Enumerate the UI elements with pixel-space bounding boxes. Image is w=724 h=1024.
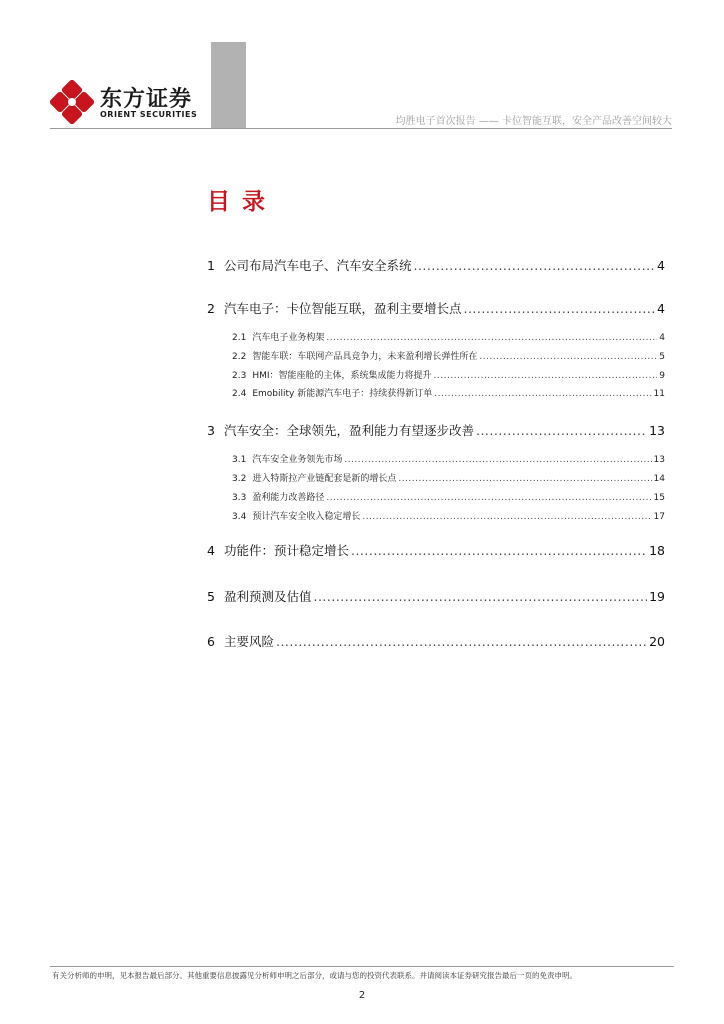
header-divider [50,128,672,129]
orient-logo-icon [50,80,94,124]
toc-leader-dots [326,493,651,503]
footer-disclaimer: 有关分析师的申明，见本报告最后部分。其他重要信息披露见分析师申明之后部分，或请与您的投资代表联系。并请阅读本证券研究报告最后一页的免责申明。 [52,971,577,980]
toc-entry-number: 2.1 [232,333,247,343]
toc-entry-5[interactable] [207,587,665,605]
toc-entry-page: 4 [657,258,665,273]
toc-entry-text: 盈利能力改善路径 [252,493,325,503]
toc-entry-page: 19 [649,589,665,604]
toc-leader-dots [413,258,655,273]
logo-chinese-name: 东方证券 [100,87,193,112]
toc-entry-page: 20 [649,634,665,649]
toc-leader-dots [362,512,651,522]
toc-entry-text: Emobility 新能源汽车电子：持续获得新订单 [252,389,433,399]
toc-entry-2-4[interactable] [207,386,665,399]
toc-leader-dots [463,301,655,316]
toc-leader-dots [476,423,647,438]
toc-entry-1[interactable] [207,256,665,274]
toc-entry-text: 汽车电子：卡位智能互联，盈利主要增长点 [223,301,462,316]
toc-entry-text: 盈利预测及估值 [223,589,312,604]
toc-entry-3-4[interactable] [207,509,665,522]
toc-entry-text: 进入特斯拉产业链配套是新的增长点 [252,474,397,484]
toc-entry-page: 4 [657,301,665,316]
toc-entry-number: 2.2 [232,352,247,362]
toc-entry-text: 功能件：预计稳定增长 [223,543,349,558]
footer-divider [50,966,674,967]
toc-entry-text: 主要风险 [223,634,274,649]
toc-leader-dots [434,371,658,381]
toc-entry-page: 4 [659,333,665,343]
toc-entry-2-2[interactable] [207,349,665,362]
toc-leader-dots [313,589,647,604]
toc-leader-dots [276,634,647,649]
toc-entry-text: 汽车安全：全球领先，盈利能力有望逐步改善 [223,423,474,438]
toc-leader-dots [479,352,657,362]
toc-entry-page: 18 [649,543,665,558]
header-accent-bar [211,42,246,128]
toc-entry-2-1[interactable] [207,330,665,343]
toc-entry-text: 预计汽车安全收入稳定增长 [252,512,361,522]
toc-entry-2-3[interactable] [207,368,665,381]
toc-entry-3-3[interactable] [207,490,665,503]
toc-leader-dots [326,333,657,343]
toc-leader-dots [344,455,651,465]
toc-entry-2[interactable] [207,299,665,317]
toc-entry-text: 公司布局汽车电子、汽车安全系统 [223,258,412,273]
toc-entry-3[interactable] [207,421,665,439]
toc-entry-page: 13 [649,423,665,438]
toc-entry-page: 13 [653,455,665,465]
toc-entry-3-2[interactable] [207,471,665,484]
toc-entry-page: 5 [659,352,665,362]
report-title: 均胜电子首次报告 —— 卡位智能互联，安全产品改善空间较大 [395,116,672,127]
toc-leader-dots [398,474,651,484]
toc-entry-text: 智能车联：车联网产品具竞争力，未来盈利增长弹性所在 [252,352,478,362]
toc-entry-page: 15 [653,493,665,503]
toc-entry-number: 5 [207,589,215,604]
toc-entry-number: 2 [207,301,215,316]
toc-entry-page: 9 [659,371,665,381]
toc-heading: 目录 [207,189,277,215]
toc-entry-page: 14 [653,474,665,484]
toc-entry-number: 4 [207,543,215,558]
logo-english-name: ORIENT SECURITIES [100,110,198,119]
toc-entry-page: 17 [653,512,665,522]
toc-entry-3-1[interactable] [207,452,665,465]
toc-entry-number: 6 [207,634,215,649]
toc-entry-number: 3.3 [232,493,247,503]
toc-entry-number: 2.4 [232,389,247,399]
toc-entry-text: HMI：智能座舱的主体，系统集成能力将提升 [252,371,432,381]
toc-entry-number: 3.4 [232,512,247,522]
page-number: 2 [358,990,366,1001]
toc-entry-number: 3.2 [232,474,247,484]
toc-entry-page: 11 [653,389,665,399]
toc-entry-6[interactable] [207,632,665,650]
toc-entry-text: 汽车电子业务构架 [252,333,325,343]
toc-entry-number: 3.1 [232,455,247,465]
toc-entry-number: 2.3 [232,371,247,381]
toc-entry-number: 1 [207,258,215,273]
toc-entry-4[interactable] [207,541,665,559]
toc-leader-dots [434,389,651,399]
toc-entry-text: 汽车安全业务领先市场 [252,455,343,465]
toc-entry-number: 3 [207,423,215,438]
toc-leader-dots [351,543,647,558]
